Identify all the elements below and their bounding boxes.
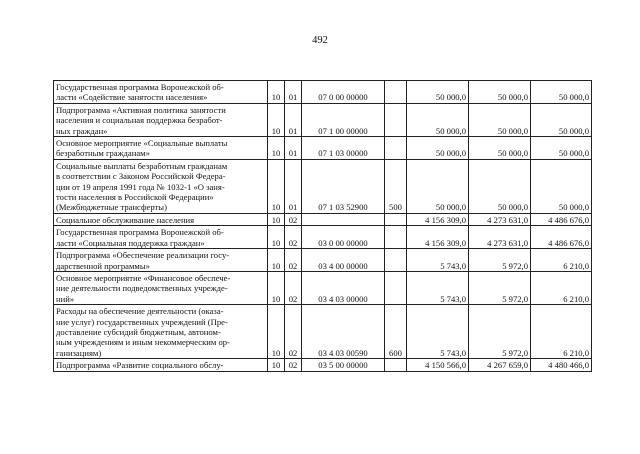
item-name-line: в соответствии с Законом Российской Федера- [56, 171, 226, 182]
amount-year3-cell: 4 486 676,0 [531, 226, 592, 249]
table-row [54, 213, 592, 225]
table-row [54, 159, 592, 213]
amount-year3-cell: 6 210,0 [531, 271, 592, 304]
target-article-cell: 07 0 00 00000 [302, 81, 385, 104]
target-article-cell: 03 0 00 00000 [302, 226, 385, 249]
item-name-line: доставление субсидий бюджетным, автоном- [56, 326, 221, 337]
subsection-code-cell: 01 [285, 137, 302, 160]
section-code-cell: 10 [268, 137, 285, 160]
amount-year2-cell: 50 000,0 [469, 159, 531, 213]
item-name-cell [54, 249, 268, 272]
item-name-line: Социальное обслуживание населения [56, 214, 195, 225]
expense-type-cell [385, 359, 407, 371]
page-number: 492 [312, 35, 328, 46]
amount-year2-cell: 50 000,0 [469, 81, 531, 104]
subsection-code-cell: 02 [285, 359, 302, 371]
table-row [54, 103, 592, 136]
section-code-cell: 10 [268, 359, 285, 371]
item-name-line: Основное мероприятие «Финансовое обеспече- [56, 272, 231, 283]
amount-year3-cell: 4 486 676,0 [531, 213, 592, 225]
amount-year1-cell: 5 743,0 [407, 271, 469, 304]
item-name-cell [54, 271, 268, 304]
table-row [54, 249, 592, 272]
amount-year3-cell: 6 210,0 [531, 249, 592, 272]
item-name-line: Социальные выплаты безработным гражданам [56, 160, 228, 171]
item-name-cell [54, 213, 268, 225]
section-code-cell: 10 [268, 305, 285, 359]
item-name-line: ние услуг) государственных учреждений (Пре- [56, 316, 228, 327]
item-name-line: ласти «Содействие занятости населения» [56, 92, 208, 103]
amount-year1-cell: 4 156 309,0 [407, 213, 469, 225]
expense-type-cell [385, 226, 407, 249]
amount-year1-cell: 4 150 566,0 [407, 359, 469, 371]
expense-type-cell [385, 103, 407, 136]
item-name-line: ных граждан» [56, 125, 108, 136]
target-article-cell: 07 1 00 00000 [302, 103, 385, 136]
subsection-code-cell: 02 [285, 213, 302, 225]
table-row [54, 137, 592, 160]
item-name-line: Подпрограмма «Развитие социального обслу- [56, 360, 224, 371]
item-name-line: Государственная программа Воронежской об- [56, 82, 224, 92]
amount-year1-cell: 5 743,0 [407, 249, 469, 272]
item-name-line: ласти «Социальная поддержка граждан» [56, 237, 205, 248]
subsection-code-cell: 01 [285, 159, 302, 213]
subsection-code-cell: 02 [285, 305, 302, 359]
item-name-line: ний» [56, 293, 75, 304]
expense-type-cell [385, 249, 407, 272]
budget-table [53, 80, 592, 372]
amount-year3-cell: 50 000,0 [531, 137, 592, 160]
amount-year3-cell: 6 210,0 [531, 305, 592, 359]
amount-year2-cell: 4 267 659,0 [469, 359, 531, 371]
item-name-line: Расходы на обеспечение деятельности (оказа- [56, 306, 224, 317]
amount-year1-cell: 50 000,0 [407, 81, 469, 104]
target-article-cell: 03 4 03 00000 [302, 271, 385, 304]
amount-year1-cell: 50 000,0 [407, 103, 469, 136]
subsection-code-cell: 01 [285, 103, 302, 136]
amount-year3-cell: 4 480 466,0 [531, 359, 592, 371]
table-row [54, 359, 592, 371]
item-name-line: тости населения в Российской Федерации» [56, 192, 214, 203]
budget-table-body [54, 81, 592, 372]
expense-type-cell [385, 81, 407, 104]
amount-year1-cell: 5 743,0 [407, 305, 469, 359]
expense-type-cell [385, 213, 407, 225]
item-name-line: ным учреждениям и иным некоммерческим ор- [56, 337, 230, 348]
item-name-line: Подпрограмма «Обеспечение реализации госу- [56, 250, 230, 261]
section-code-cell: 10 [268, 271, 285, 304]
table-row [54, 226, 592, 249]
item-name-line: дарственной программы» [56, 260, 150, 271]
amount-year2-cell: 5 972,0 [469, 249, 531, 272]
item-name-line: Государственная программа Воронежской об- [56, 227, 224, 238]
item-name-cell [54, 226, 268, 249]
item-name-line: безработным гражданам» [56, 148, 150, 159]
item-name-line: Подпрограмма «Активная политика занятости [56, 104, 226, 115]
amount-year1-cell: 4 156 309,0 [407, 226, 469, 249]
target-article-cell: 03 4 00 00000 [302, 249, 385, 272]
section-code-cell: 10 [268, 213, 285, 225]
expense-type-cell: 600 [385, 305, 407, 359]
amount-year2-cell: 4 273 631,0 [469, 226, 531, 249]
table-row [54, 81, 592, 104]
item-name-line: (Межбюджетные трансферты) [56, 202, 167, 213]
target-article-cell: 07 1 03 00000 [302, 137, 385, 160]
table-row [54, 271, 592, 304]
item-name-line: ции от 19 апреля 1991 года № 1032-1 «О заня- [56, 181, 225, 192]
amount-year3-cell: 50 000,0 [531, 103, 592, 136]
item-name-cell [54, 103, 268, 136]
expense-type-cell [385, 137, 407, 160]
item-name-cell [54, 81, 268, 104]
table-row [54, 305, 592, 359]
item-name-line: ние деятельности подведомственных учрежде- [56, 283, 228, 294]
target-article-cell [302, 213, 385, 225]
item-name-line: ганизациям) [56, 347, 102, 358]
item-name-cell [54, 359, 268, 371]
amount-year3-cell: 50 000,0 [531, 81, 592, 104]
item-name-cell [54, 305, 268, 359]
item-name-cell [54, 159, 268, 213]
subsection-code-cell: 02 [285, 271, 302, 304]
subsection-code-cell: 01 [285, 81, 302, 104]
amount-year2-cell: 4 273 631,0 [469, 213, 531, 225]
target-article-cell: 03 4 03 00590 [302, 305, 385, 359]
amount-year2-cell: 5 972,0 [469, 271, 531, 304]
item-name-line: Основное мероприятие «Социальные выплаты [56, 138, 228, 149]
amount-year1-cell: 50 000,0 [407, 137, 469, 160]
item-name-cell [54, 137, 268, 160]
section-code-cell: 10 [268, 103, 285, 136]
section-code-cell: 10 [268, 226, 285, 249]
amount-year3-cell: 50 000,0 [531, 159, 592, 213]
subsection-code-cell: 02 [285, 226, 302, 249]
expense-type-cell [385, 271, 407, 304]
target-article-cell: 07 1 03 52900 [302, 159, 385, 213]
amount-year2-cell: 5 972,0 [469, 305, 531, 359]
amount-year2-cell: 50 000,0 [469, 103, 531, 136]
section-code-cell: 10 [268, 249, 285, 272]
section-code-cell: 10 [268, 159, 285, 213]
expense-type-cell: 500 [385, 159, 407, 213]
subsection-code-cell: 02 [285, 249, 302, 272]
amount-year1-cell: 50 000,0 [407, 159, 469, 213]
amount-year2-cell: 50 000,0 [469, 137, 531, 160]
target-article-cell: 03 5 00 00000 [302, 359, 385, 371]
section-code-cell: 10 [268, 81, 285, 104]
item-name-line: населения и социальная поддержка безработ- [56, 115, 223, 126]
